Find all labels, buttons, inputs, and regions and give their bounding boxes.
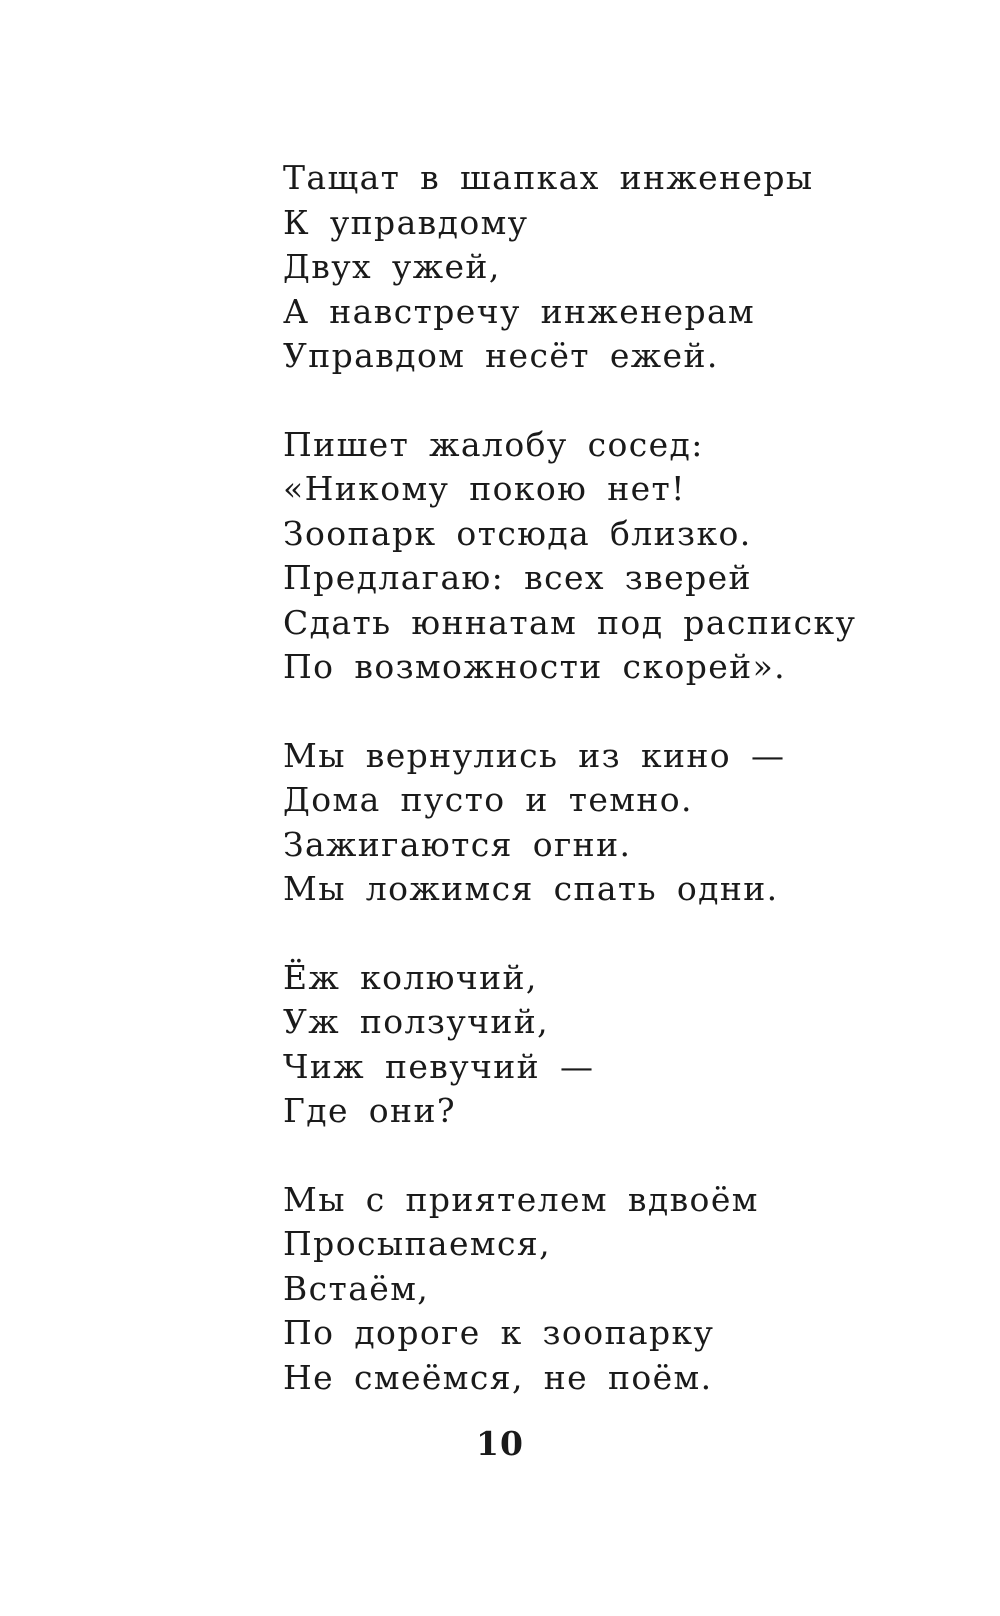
- poem-line: По дороге к зоопарку: [283, 1313, 715, 1352]
- poem-line: Зоопарк отсюда близко.: [283, 513, 752, 553]
- poem-line: Мы ложимся спать одни.: [283, 869, 779, 908]
- poem-line: Управдом несёт ежей.: [283, 336, 719, 375]
- poem-line: «Никому покою нет!: [283, 469, 686, 508]
- poem-line: Мы вернулись из кино —: [283, 735, 786, 775]
- stanza: [283, 734, 943, 912]
- poem-line: Уж ползучий,: [283, 1002, 550, 1041]
- poem-line: Просыпаемся,: [283, 1224, 551, 1263]
- poem-body: [283, 156, 943, 1444]
- poem-line: Пишет жалобу сосед:: [283, 424, 704, 464]
- poem-line: Двух ужей,: [283, 247, 501, 286]
- poem-line: Дома пусто и темно.: [283, 780, 693, 819]
- stanza: [283, 956, 943, 1134]
- stanza: [283, 423, 943, 690]
- poem-line: Тащат в шапках инженеры: [283, 158, 814, 197]
- poem-line: К управдому: [283, 202, 529, 242]
- poem-line: Где они?: [283, 1091, 456, 1130]
- poem-line: А навстречу инженерам: [283, 291, 756, 331]
- poem-line: Предлагаю: всех зверей: [283, 558, 752, 597]
- poem-line: Сдать юннатам под расписку: [283, 602, 857, 642]
- page-number: 10: [476, 1424, 524, 1463]
- stanza: [283, 156, 943, 379]
- poem-line: Не смеёмся, не поём.: [283, 1357, 713, 1397]
- poem-line: По возможности скорей».: [283, 647, 787, 686]
- poem-line: Чиж певучий —: [283, 1046, 595, 1086]
- poem-line: Зажигаются огни.: [283, 824, 632, 864]
- poem-line: Встаём,: [283, 1268, 430, 1308]
- poem-line: Мы с приятелем вдвоём: [283, 1179, 759, 1219]
- poem-line: Ёж колючий,: [283, 957, 538, 997]
- stanza: [283, 1178, 943, 1401]
